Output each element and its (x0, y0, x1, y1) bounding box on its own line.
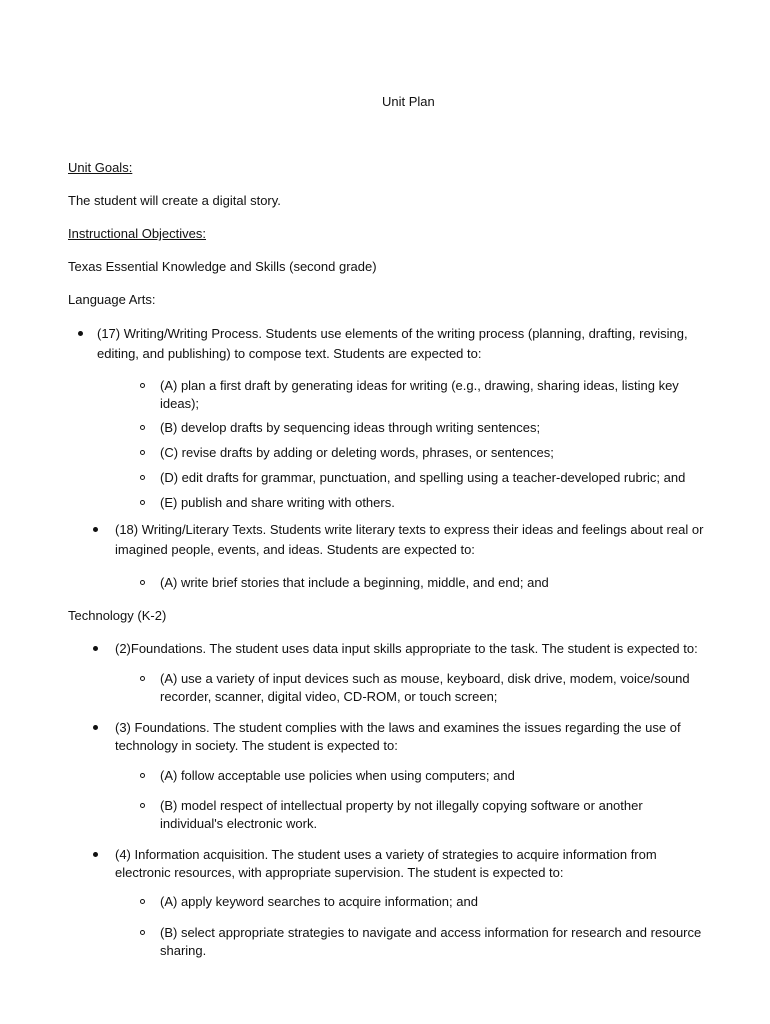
la-18-a: (A) write brief stories that include a beginning, middle, and end; and (160, 575, 549, 590)
tech-4-b-line1: (B) select appropriate strategies to navigate and access information for research and resource (160, 925, 702, 940)
technology-heading: Technology (K-2) (68, 608, 167, 623)
bullet-icon (78, 331, 83, 336)
tech-4-a: (A) apply keyword searches to acquire information; and (160, 894, 478, 909)
la-17-a-line1: (A) plan a first draft by generating ideas for writing (e.g., drawing, sharing ideas, listing key (160, 378, 679, 393)
tech-3-b-line2: individual's electronic work. (160, 816, 318, 831)
tech-item-3-line1: (3) Foundations. The student complies with the laws and examines the issues regarding the use of (115, 720, 681, 735)
sub-bullet-icon (140, 803, 145, 808)
la-item-18-line2: imagined people, events, and ideas. Students are expected to: (115, 542, 475, 557)
la-item-17-line2: editing, and publishing) to compose text. Students are expected to: (97, 346, 482, 361)
sub-bullet-icon (140, 580, 145, 585)
la-17-e: (E) publish and share writing with others. (160, 495, 395, 510)
tech-item-4-line1: (4) Information acquisition. The student uses a variety of strategies to acquire information from (115, 847, 657, 862)
la-17-c: (C) revise drafts by adding or deleting words, phrases, or sentences; (160, 445, 554, 460)
page-title: Unit Plan (382, 94, 435, 109)
tech-3-a: (A) follow acceptable use policies when using computers; and (160, 768, 515, 783)
tech-item-4-line2: electronic resources, with appropriate supervision. The student is expected to: (115, 865, 564, 880)
la-item-17-line1: (17) Writing/Writing Process. Students use elements of the writing process (planning, drafting, revising, (97, 326, 688, 341)
sub-bullet-icon (140, 899, 145, 904)
sub-bullet-icon (140, 475, 145, 480)
tech-3-b-line1: (B) model respect of intellectual property by not illegally copying software or another (160, 798, 643, 813)
tech-4-b-line2: sharing. (160, 943, 207, 958)
sub-bullet-icon (140, 930, 145, 935)
bullet-icon (93, 527, 98, 532)
tech-2-a-line1: (A) use a variety of input devices such as mouse, keyboard, disk drive, modem, voice/sound (160, 671, 690, 686)
objectives-heading: Instructional Objectives: (68, 226, 207, 241)
la-item-18-line1: (18) Writing/Literary Texts. Students write literary texts to express their ideas and feelings about real or (115, 522, 704, 537)
sub-bullet-icon (140, 383, 145, 388)
language-arts-heading: Language Arts: (68, 292, 156, 307)
la-17-a-line2: ideas); (160, 396, 200, 411)
sub-bullet-icon (140, 773, 145, 778)
teks-line: Texas Essential Knowledge and Skills (second grade) (68, 259, 377, 274)
unit-goals-heading: Unit Goals: (68, 160, 133, 175)
sub-bullet-icon (140, 500, 145, 505)
bullet-icon (93, 646, 98, 651)
bullet-icon (93, 852, 98, 857)
tech-item-3-line2: technology in society. The student is expected to: (115, 738, 398, 753)
tech-item-2: (2)Foundations. The student uses data input skills appropriate to the task. The student is expected to: (115, 641, 698, 656)
sub-bullet-icon (140, 425, 145, 430)
unit-goal-text: The student will create a digital story. (68, 193, 281, 208)
la-17-d: (D) edit drafts for grammar, punctuation, and spelling using a teacher-developed rubric; and (160, 470, 686, 485)
tech-2-a-line2: recorder, scanner, digital video, CD-ROM, or touch screen; (160, 689, 498, 704)
sub-bullet-icon (140, 676, 145, 681)
bullet-icon (93, 725, 98, 730)
sub-bullet-icon (140, 450, 145, 455)
la-17-b: (B) develop drafts by sequencing ideas through writing sentences; (160, 420, 541, 435)
